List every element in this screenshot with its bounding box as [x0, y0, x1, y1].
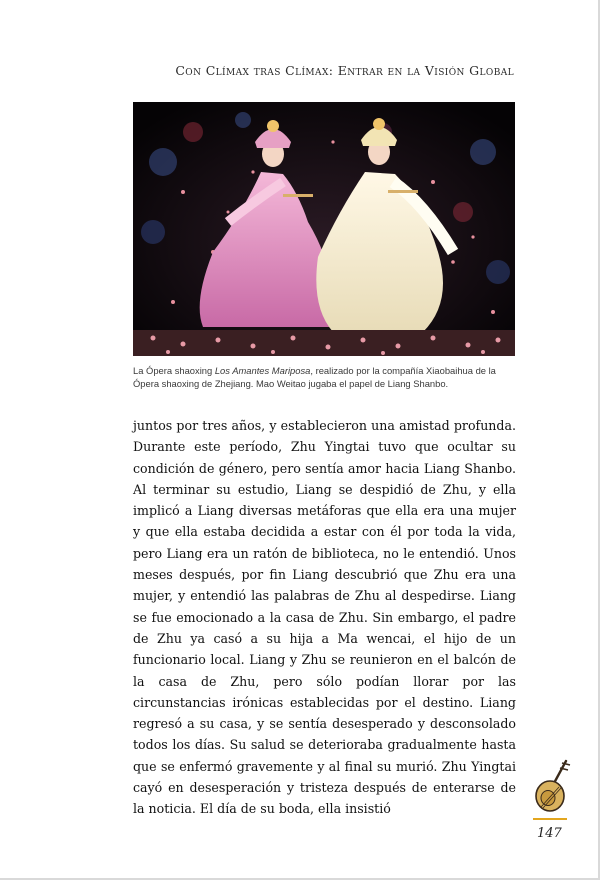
- opera-photo: [133, 102, 515, 356]
- caption-rest: , realizado por la compañía Xiaobaihua de la Ópera shaoxing de Zhejiang. Mao Weitao jugaba el papel de Liang Shanbo.: [133, 365, 496, 389]
- opera-photo-illustration: [133, 102, 515, 356]
- caption-work-title: Los Amantes Mariposa: [214, 365, 311, 376]
- caption-lead: La Ópera shaoxing: [133, 365, 215, 376]
- page-number: 147: [537, 826, 562, 841]
- pipa-instrument-icon: [531, 757, 577, 815]
- body-paragraph: juntos por tres años, y establecieron una amistad profunda. Durante este período, Zhu Yingtai tuvo que ocultar su condición de género, pero sentía amor hacia Liang Shanbo. Al terminar su estudio, Liang se despidió de Zhu, y ella implicó a Liang diversas metáforas que ella era una mujer y que ella estaba decidida a estar con él por toda la vida, pero Liang era un ratón de biblioteca, no le entendió. Unos meses después, por fin Liang descubrió que Zhu era una mujer, y entendió las palabras de Zhu al despedirse. Liang se fue emocionado a la casa de Zhu. Sin embargo, el padre de Zhu ya casó a su hija a Ma wencai, el hijo de un funcionario local. Liang y Zhu se reunieron en el balcón de la casa de Zhu, pero sólo podían llorar por las circunstancias irónicas establecidas por el destino. Liang regresó a su casa, y se sentía desesperado y desconsolado todos los días. Su salud se deterioraba gradualmente hasta que se enfermó gravemente y al final su murió. Zhu Yingtai cayó en desesperación y tristeza después de enterarse de la noticia. El día de su boda, ella insistió: [133, 418, 516, 817]
- running-header: Con Clímax tras Clímax: Entrar en la Visión Global: [175, 63, 514, 78]
- body-text: [133, 415, 516, 820]
- footer-accent-rule: [533, 818, 567, 820]
- figure-caption: [133, 364, 518, 390]
